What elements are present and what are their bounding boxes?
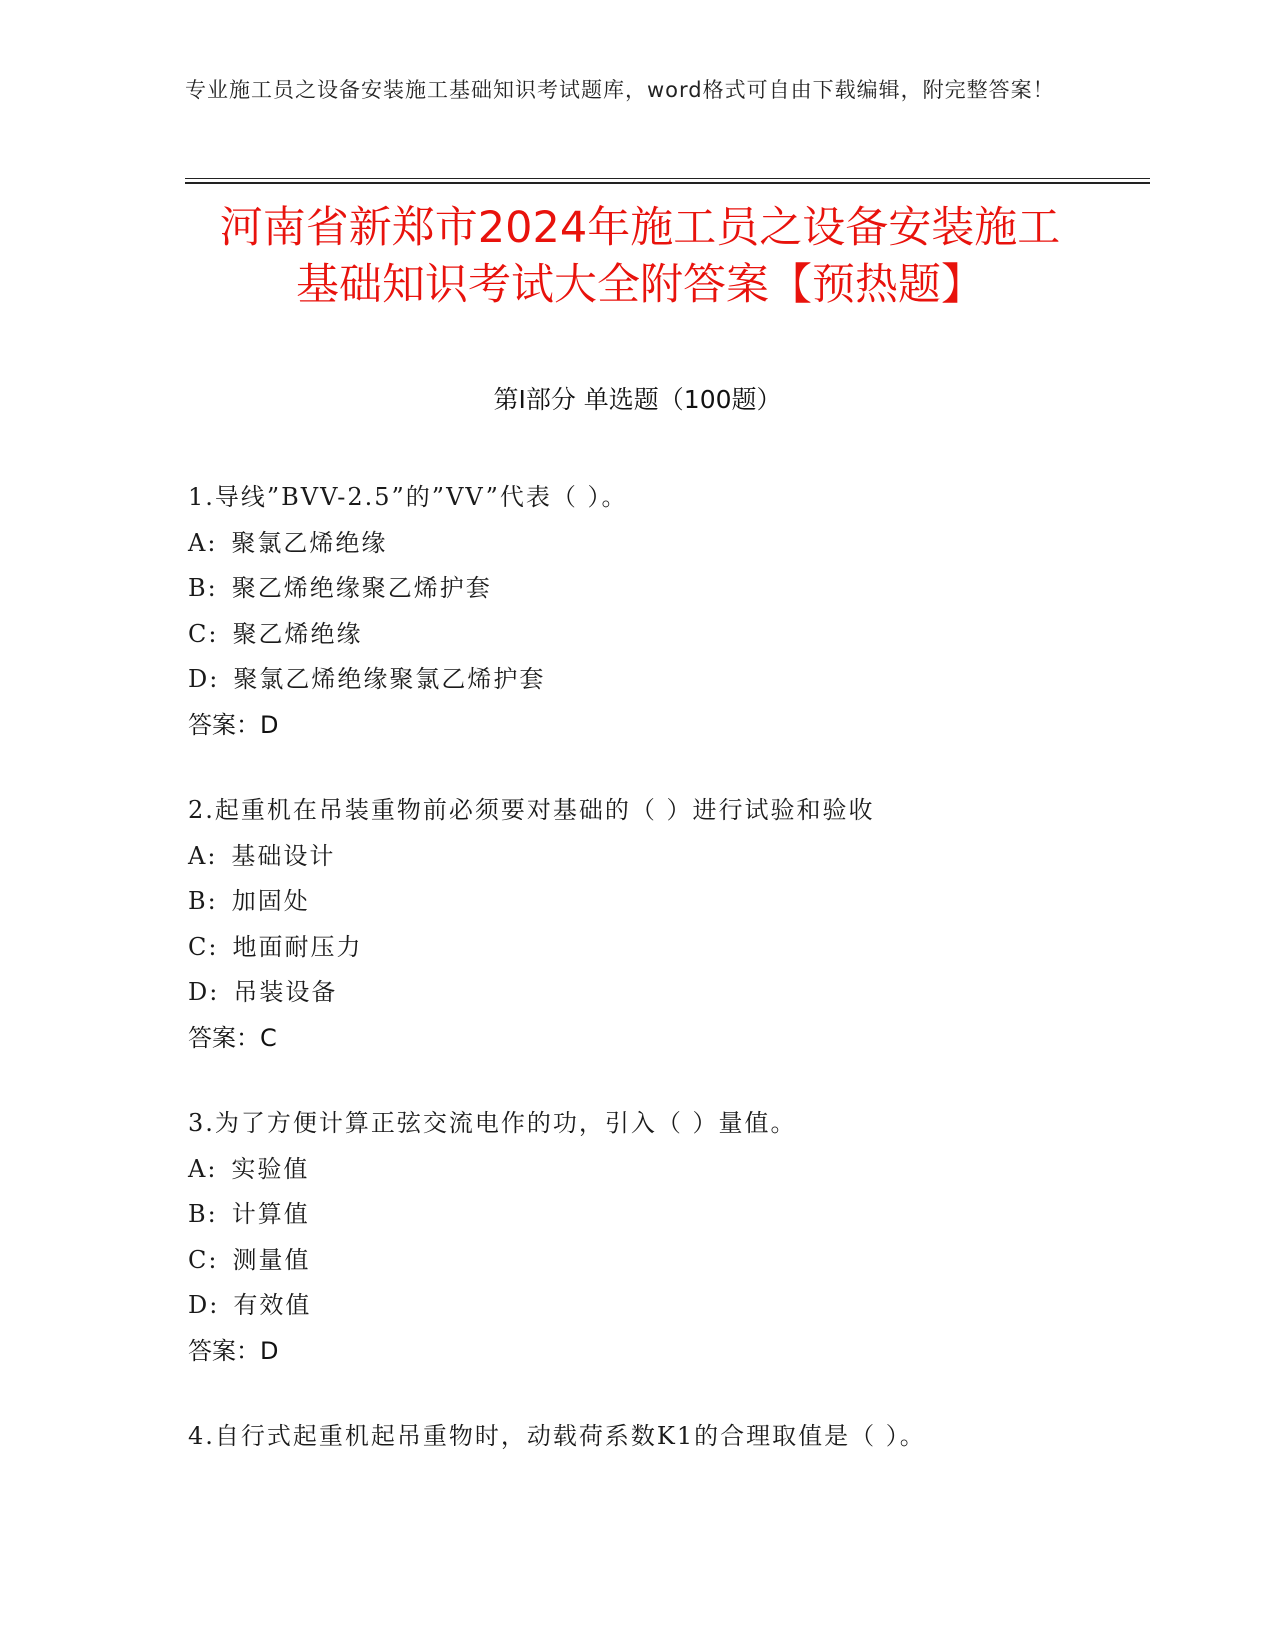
option-letter: C: bbox=[188, 619, 219, 648]
option-letter: B: bbox=[188, 574, 218, 602]
question-list bbox=[188, 475, 1088, 1460]
question-3 bbox=[188, 1101, 1088, 1374]
answer-line: 答案：D bbox=[188, 1336, 279, 1365]
answer-line: 答案：C bbox=[188, 1023, 277, 1052]
option-letter: C: bbox=[188, 932, 219, 961]
option-text: 计算值 bbox=[231, 1200, 310, 1228]
option-b bbox=[188, 1192, 1088, 1238]
option-text: 吊装设备 bbox=[233, 978, 338, 1006]
option-letter: D: bbox=[188, 978, 220, 1006]
option-letter: D: bbox=[188, 1291, 220, 1319]
option-text: 聚氯乙烯绝缘 bbox=[231, 528, 388, 557]
header-note: 专业施工员之设备安装施工基础知识考试题库，word格式可自由下载编辑，附完整答案！ bbox=[185, 78, 1055, 102]
option-d bbox=[188, 657, 1088, 703]
option-c bbox=[188, 612, 1088, 658]
option-text: 测量值 bbox=[232, 1245, 311, 1274]
option-letter: D: bbox=[188, 665, 220, 693]
option-c bbox=[188, 1238, 1088, 1284]
option-d bbox=[188, 970, 1088, 1016]
option-letter: B: bbox=[188, 887, 218, 915]
option-text: 聚氯乙烯绝缘聚氯乙烯护套 bbox=[233, 665, 546, 693]
option-letter: C: bbox=[188, 1245, 219, 1274]
question-1 bbox=[188, 475, 1088, 748]
option-text: 聚乙烯绝缘 bbox=[232, 619, 363, 648]
question-stem: 4.自行式起重机起吊重物时，动载荷系数K1的合理取值是（ ）。 bbox=[188, 1422, 926, 1450]
question-2 bbox=[188, 788, 1088, 1061]
option-c bbox=[188, 925, 1088, 971]
option-text: 实验值 bbox=[231, 1154, 310, 1183]
question-4 bbox=[188, 1414, 1088, 1460]
header-divider-thick bbox=[185, 182, 1150, 184]
question-stem: 2.起重机在吊装重物前必须要对基础的（ ）进行试验和验收 bbox=[188, 796, 875, 824]
option-letter: A: bbox=[188, 841, 218, 870]
title-line-2: 基础知识考试大全附答案【预热题】 bbox=[296, 260, 984, 310]
answer-line: 答案：D bbox=[188, 710, 279, 739]
header-divider-thin bbox=[185, 178, 1150, 179]
option-a bbox=[188, 1147, 1088, 1193]
document-title bbox=[180, 200, 1100, 314]
option-text: 加固处 bbox=[231, 887, 310, 915]
option-text: 有效值 bbox=[233, 1291, 312, 1319]
option-text: 聚乙烯绝缘聚乙烯护套 bbox=[231, 574, 492, 602]
question-stem: 3.为了方便计算正弦交流电作的功，引入（ ）量值。 bbox=[188, 1109, 797, 1137]
title-line-1: 河南省新郑市2024年施工员之设备安装施工 bbox=[219, 203, 1061, 253]
option-b bbox=[188, 566, 1088, 612]
option-letter: A: bbox=[188, 528, 218, 557]
option-text: 基础设计 bbox=[231, 841, 336, 870]
option-text: 地面耐压力 bbox=[232, 932, 363, 961]
option-letter: A: bbox=[188, 1154, 218, 1183]
option-d bbox=[188, 1283, 1088, 1329]
option-a bbox=[188, 834, 1088, 880]
option-a bbox=[188, 521, 1088, 567]
option-letter: B: bbox=[188, 1200, 218, 1228]
option-b bbox=[188, 879, 1088, 925]
section-heading: 第Ⅰ部分 单选题（100题） bbox=[493, 385, 782, 414]
question-stem: 1.导线”BVV-2.5”的”VV”代表（ ）。 bbox=[188, 483, 628, 511]
